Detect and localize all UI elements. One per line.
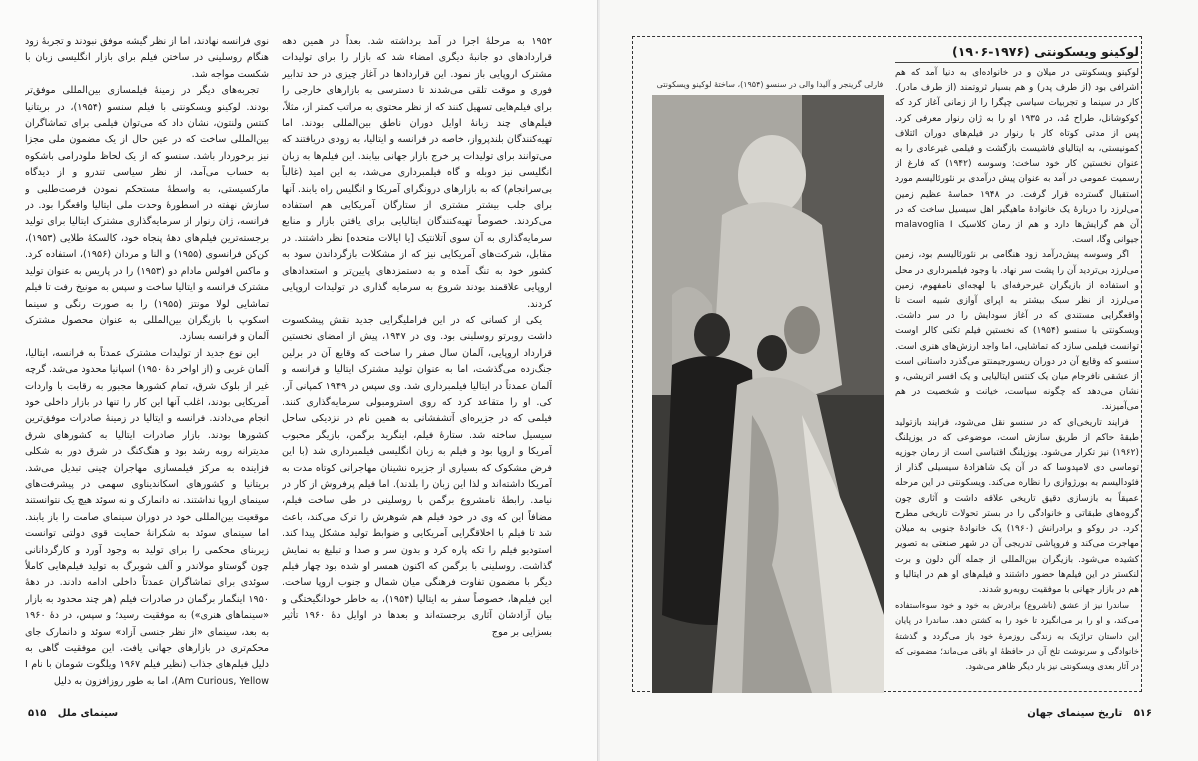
left-page [0,0,598,761]
paragraph: این نوع جدید از تولیدات مشترک عمدتاً به فرانسه، ایتالیا، آلمان غربی و (از اواخر دهٔ ۱۹۵۰) اسپانیا محدود می‌شد. گرچه غیر از بلوک شرق، تمام کشورها مجبور به رقابت با واردات آمریکایی بودند، اغلب آنها این کار را تنها در بازار داخلی خود انجام می‌دادند. فرانسه و ایتالیا در زمینهٔ صادرات موفق‌ترین کشورها بودند. بازار صادرات ایتالیا به کشورهای شرق مدیترانه روبه رشد بود و هنگ‌کنگ در شرق دور به شکلی فزاینده به مرکز فیلمسازی مهاجران چینی تبدیل می‌شد. بریتانیا و کشورهای اسکاندیناوی سهمی در پیشرفت‌های سینمای اروپا نداشتند. نه دانمارک و نه سوئد هیچ یک نتوانستند موقعیت بین‌المللی خود در دوران سینمای صامت را باز یابند. اما سینمای سوئد به شکرانهٔ حمایت قوی دولتی توانست زیربنای محکمی را برای تولید به وجود آورد و کارگردانانی چون گوستاو مولاندر و آلف شوبرگ به تولید فیلم‌هایی کاملاً سوئدی برای تماشاگران عمدتاً داخلی ادامه دادند. در دههٔ ۱۹۵۰ اینگمار برگمان در صادرات فیلم (هر چند محدود به بازار «سینماهای هنری») به موفقیت رسید؛ و سپس، در دهٔ ۱۹۶۰ به بعد، سینمای «از نظر جنسی آزاد» سوئد و دانمارک جای محکم‌تری در بازارهای جهانی یافت. این موفقیت گاهی به دلیل فیلم‌های جذاب (نظیر فیلم ۱۹۶۷ ویلگوت شومان با نام I Am Curious, Yellow)، اما به طور روزافزون به دلیل [25,347,269,687]
film-still-illustration [652,95,884,693]
left-page-column-1 [282,34,552,694]
paragraph: تجربه‌های دیگر در زمینهٔ فیلمسازی بین‌المللی موفق‌تر بودند. لوکینو ویسکونتی با فیلم سنسو (۱۹۵۴)، در بریتانیا کنتس ولنتون، نشان داد که می‌توان فیلمی برای تماشاگران بین‌المللی ساخت که در عین حال از یک مضمون ملی مجزا نیز برخوردار باشد. سنسو که از یک لحاظ ملودرامی باشکوه به حساب می‌آمد، از نظر سیاسی تندرو و از دیدگاه مارکسیستی، به واسطهٔ مستحکم نمودن فرصت‌طلبی و سازش نهفته در اسطورهٔ وحدت ملی ایتالیا واقعگرا بود. در فرانسه، ژان رنوار از سرمایه‌گذاری مشترک ایتالیا برای تولید برجسته‌ترین فیلم‌های دههٔ پنجاه خود، کالسکهٔ طلایی (۱۹۵۳)، کن‌کن فرانسوی (۱۹۵۵) و النا و مردان (۱۹۵۶)، استفاده کرد. و ماکس افولس مادام دو (۱۹۵۳) را در پاریس به عنوان تولید مشترک فرانسه و ایتالیا ساخت و سپس به مونیخ رفت تا فیلم تماشایی لولا مونتز (۱۹۵۵) را به صورت رنگی و سینما اسکوپ با بازیگران بین‌المللی به عنوان محصول مشترک آلمان و فرانسه بسازد. [25,85,269,343]
paragraph: فرایند تاریخی‌ای که در سنسو نقل می‌شود، فرایند بازتولید طبقهٔ حاکم از طریق سازش است، موضوعی که در یوزپلنگ (۱۹۶۲) نیز تکرار می‌شود. یوزپلنگ اقتباسی است از رمان جوزپه توماسی دی لامپدوسا که در آن یک شاهزادهٔ سیسیلی گذار از فئودالیسم به بورژوازی را نظاره می‌کند. ویسکونتی در این مرحله عمیقاً به بازسازی دقیق تاریخی علاقه داشت و آثاری چون گروه‌های طبقاتی و خانوادگی را در بستر تحولات تاریخی مطرح کرد. در روکو و برادرانش (۱۹۶۰) یک خانوادهٔ جنوبی به میلان مهاجرت می‌کند و فروپاشی تدریجی آن در شهر صنعتی به تصویر کشیده می‌شود. بازیگران بین‌المللی از جمله آلن دلون و برت لنکستر در این فیلم‌ها حضور داشتند و فیلم‌های او هم در ایتالیا و هم در بازار جهانی با موفقیت روبه‌رو شدند. [895,417,1139,595]
film-still-photo [652,95,884,693]
page-number: ۵۱۶ [1133,708,1152,719]
photo-caption: فارلی گرینجر و آلیدا والی در سنسو (۱۹۵۴)، ساختهٔ لوکینو ویسکونتی [656,80,884,89]
paragraph: نوی فرانسه نهادند، اما از نظر گیشه موفق نبودند و تجربهٔ زود هنگام روسلینی در ساختن فیلم برای بازار انگلیسی زبان با شکست مواجه شد. [25,36,269,80]
paragraph: یکی از کسانی که در این فراملیگرایی جدید نقش پیشکسوت داشت روبرتو روسلینی بود. وی در ۱۹۴۷، پیش از امضای نخستین قرارداد اروپایی، آلمان سال صفر را ساخت که وقایع آن در برلین جنگ‌زده می‌گذشت، اما به عنوان تولید مشترک ایتالیا و فرانسه و آلمان عمدتاً در ایتالیا فیلمبرداری شد. وی سپس در ۱۹۴۹ کمپانی آر. کی. او را متقاعد کرد که روی استرومبولی سرمایه‌گذاری کنند. فیلمی که در جزیره‌ای آتشفشانی به همین نام در نزدیکی ساحل سیسیل ساخته شد. ستارهٔ فیلم، اینگرید برگمن، بازیگر محبوب آمریکا و اروپا بود و فیلم به زبان انگلیسی فیلمبرداری شد (با این فرض مشکوک که بسیاری از جزیره نشینان مهاجرانی کوتاه مدت به آمریکا داشته‌اند و لذا این زبان را بلدند). اما فیلم پرفروش از کار در نیامد. رابطهٔ نامشروع برگمن با روسلینی در طی ساخت فیلم، مضافاً این که وی در خود فیلم هم شوهرش را ترک می‌کند، باعث شد تا فیلم با اخلاقگرایی آمریکایی و ضوابط تولید مشکل پیدا کند. استودیو فیلم را تکه پاره کرد و بدون سر و صدا و تبلیغ به نمایش گذاشت. روسلینی با برگمن که اکنون همسر او شده بود چهار فیلم دیگر با مضمون تفاوت فرهنگی میان شمال و جنوب اروپا ساخت. این فیلم‌ها، خصوصاً سفر به ایتالیا (۱۹۵۴)، به خاطر خودانگیختگی و بیان آزادشان آثاری برجسته‌اند و بعدها در اوایل دهٔ ۱۹۶۰ تأثیر بسزایی بر موج [282,314,552,638]
running-title: تاریخ سینمای جهان [1027,708,1123,719]
left-page-footer [28,708,118,719]
running-title: سینمای ملل [57,708,119,719]
right-page-footer [1027,708,1152,719]
paragraph: ساندرا نیز از عشق (ناشروع) برادرش به خود و خود سوءاستفاده می‌کند، و او را بر می‌انگیزد تا خود را به کشتن دهد. ساندرا در پایان این داستان تراژیک به زندگی روزمرهٔ خود باز می‌گردد و گذشتهٔ خانوادگی و سرنوشت تلخ آن در حافظهٔ او باقی می‌ماند؛ مضمونی که در آثار بعدی ویسکونتی نیز بار دیگر ظاهر می‌شود. [895,600,1139,671]
page-number: ۵۱۵ [28,708,47,719]
left-page-column-2 [25,34,269,694]
paragraph: اگر وسوسه پیش‌درآمد زود هنگامی بر نئورئالیسم بود، زمین می‌لرزد بی‌تردید آن را پشت سر نهاد. با وجود فیلمبرداری در محل و استفاده از بازیگران غیرحرفه‌ای با لهجه‌ای نامفهوم، زمین می‌لرزد از نظر سبک بیشتر به اپرای آوازی شبیه است تا واقعگرایی مستندی که در آغاز سودایش را در سر داشت. ویسکونتی با سنسو (۱۹۵۴) که نخستین فیلم تکنی کالر اوست توانست فیلمی سازد که تماشایی، اما واجد ارزش‌های هنری است. سنسو که وقایع آن در دوران ریسورجیمنتو می‌گذرد داستانی است از عشقی نافرجام میان یک کنتس ایتالیایی و یک افسر اتریشی، و نشان می‌دهد که چگونه سیاست، خیانت و شخصیت در هم می‌آمیزند. [895,250,1139,413]
paragraph: ۱۹۵۲ به مرحلهٔ اجرا در آمد برداشته شد. بعداً در همین دهه قراردادهای دو جانبهٔ دیگری امضاء شد که بازار را برای تولیدات مشترک اروپایی باز نمود. این قراردادها در آغاز چیزی در حد تدابیر فوری و موقت تلقی می‌شدند تا دسترسی به بازارهای خارجی را برای فیلم‌هایی تسهیل کنند که از نظر محتوی به مراتب کمتر از، مثلاً، فیلم‌های چند زبانهٔ اوایل دوران ناطق بین‌المللی بودند. اما تهیه‌کنندگان بلندپرواز، خاصه در فرانسه و ایتالیا، به زودی دریافتند که می‌توانند برای تولیدات پر خرج بازار جهانی بیابند. این فیلم‌ها به زبان انگلیسی نیز دوبله و گاه فیلمبرداری می‌شد، به این امید (غالباً بی‌سرانجام) که به بازارهای درونگرای آمریکا و انگلیس راه یابند. آنها برای جلب بیشتر مشتری از ستارگان آمریکایی هم استفاده می‌کردند. خصوصاً تهیه‌کنندگان ایتالیایی برای یافتن بازار و منابع سرمایه‌گذاری به آن سوی آتلانتیک [یا ایالات متحده] نظر داشتند. در مقابل، شرکت‌های آمریکایی نیز که از مشکلات بازگرداندن سود به کشور خود به تنگ آمده و به دستمزدهای پایین‌تر و استعدادهای اروپایی علاقمند بودند شروع به سرمایه گذاری در تولیدات اروپایی کردند. [282,36,552,310]
sidebar-title: لوکینو ویسکونتی (۱۹۷۶-۱۹۰۶) [895,44,1139,63]
paragraph: لوکینو ویسکونتی در میلان و در خانواده‌ای به دنیا آمد که هم اشرافی بود (از طرف پدر) و هم بسیار ثروتمند (از طرف مادر). کار در سینما و تجربیات سیاسی چپگرا را از زمانی آغاز کرد که کوکو‌شانل، طراح مُد، در ۱۹۳۵ او را به ژان رنوار معرفی کرد. پس از مدتی کوتاه کار با رنوار در فیلم‌های دوران ائتلاف کمونیستی، به ایتالیای فاشیست بازگشت و فیلمی غیرعادی را به عنوان نخستین کار خود ساخت: وسوسه (۱۹۴۲) که فارغ از رسمیت عمومی در آمد به عنوان پیش درآمدی بر نئورئالیسم مورد استقبال گسترده قرار گرفت. در ۱۹۴۸ حماسهٔ عظیم زمین می‌لرزد را دربارهٔ یک خانوادهٔ ماهیگیر اهل سیسیل ساخت که در آن هم گرایش‌ها دارد و هم از رمان کلاسیک malavoglia I جیوانی وِگا، است. [895,68,1139,246]
sidebar-article [895,66,1139,686]
